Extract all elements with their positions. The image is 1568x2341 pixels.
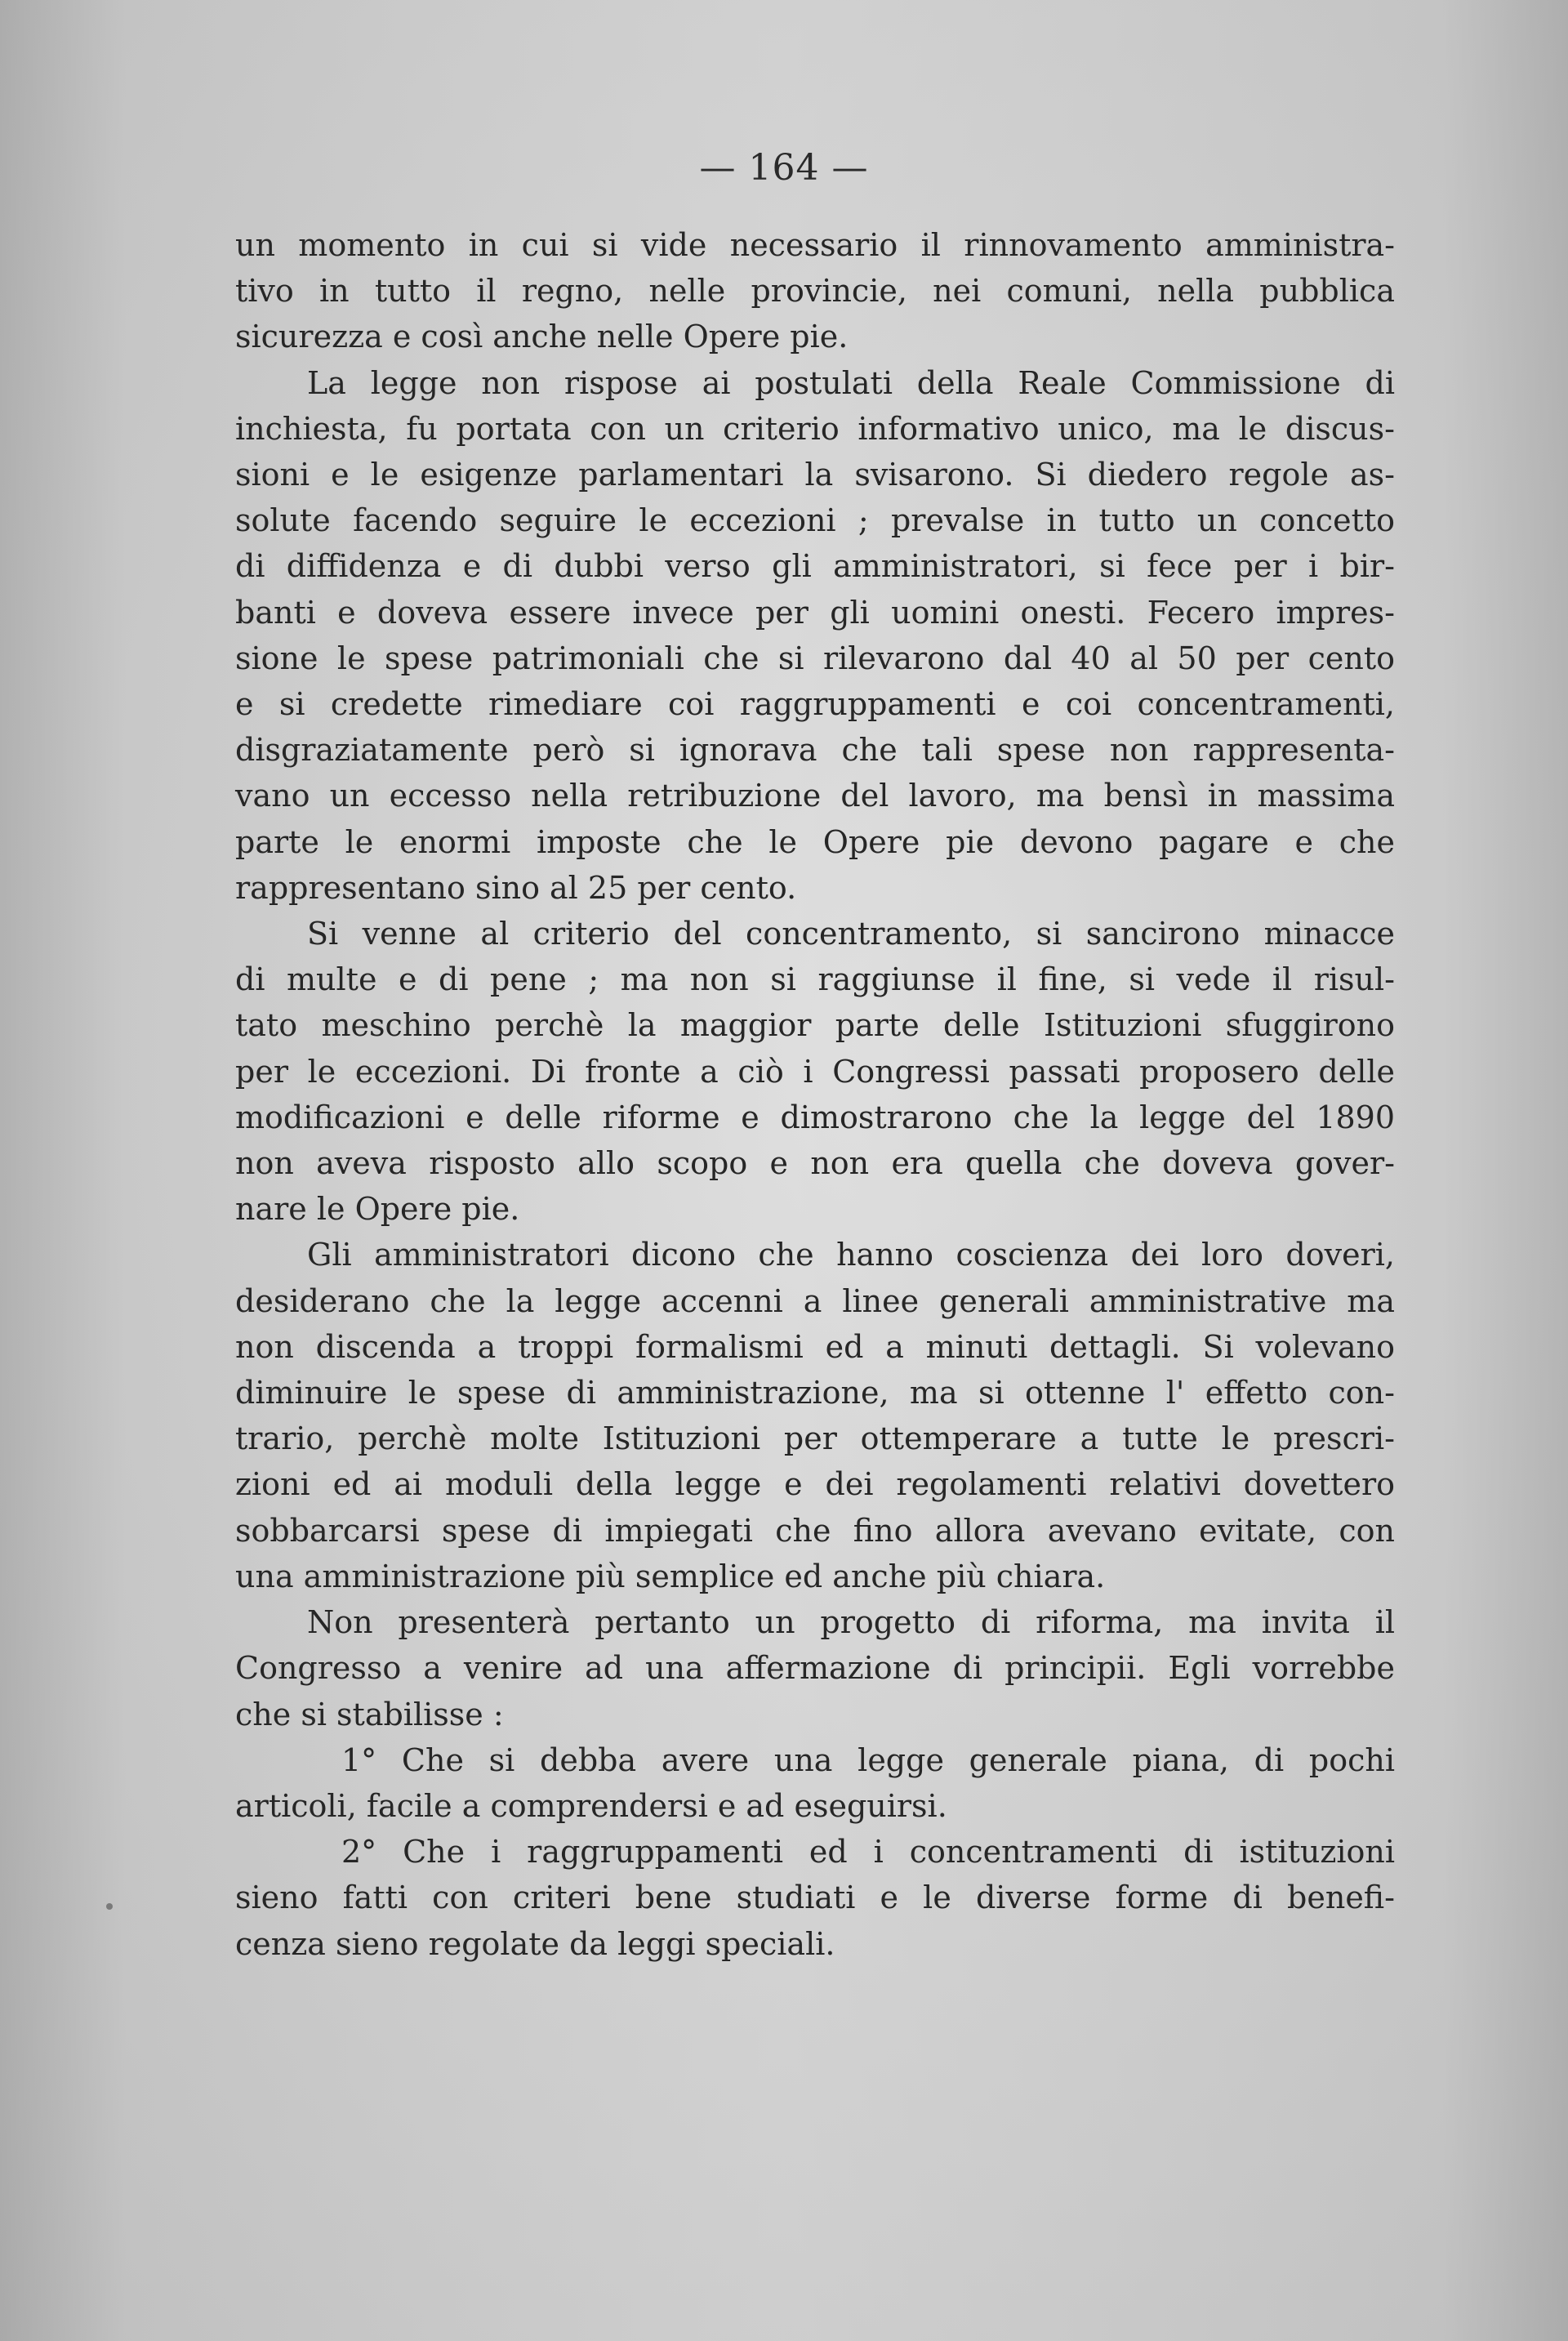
text-line: di multe e di pene ; ma non si raggiunse il fine, si vede il risul-: [235, 961, 1395, 998]
text-line: sicurezza e così anche nelle Opere pie.: [235, 319, 849, 355]
text-line: di diffidenza e di dubbi verso gli amministratori, si fece per i bir-: [235, 548, 1395, 585]
text-line: articoli, facile a comprendersi e ad eseguirsi.: [235, 1787, 947, 1824]
text-line: sobbarcarsi spese di impiegati che fino allora avevano evitate, con: [235, 1512, 1395, 1549]
text-line: banti e doveva essere invece per gli uomini onesti. Fecero impres-: [235, 594, 1395, 631]
text-line: 2° Che i raggruppamenti ed i concentramenti di istituzioni: [341, 1834, 1395, 1871]
text-line: solute facendo seguire le eccezioni ; prevalse in tutto un concetto: [235, 502, 1395, 539]
text-line: modificazioni e delle riforme e dimostrarono che la legge del 1890: [235, 1099, 1395, 1135]
text-line: rappresentano sino al 25 per cento.: [235, 869, 797, 906]
text-line: Non presenterà pertanto un progetto di riforma, ma invita il: [307, 1604, 1395, 1641]
text-line: trario, perchè molte Istituzioni per ottemperare a tutte le prescri-: [235, 1420, 1395, 1457]
text-line: parte le enormi imposte che le Opere pie devono pagare e che: [235, 823, 1395, 860]
body-text: [235, 222, 1395, 1967]
text-line: Congresso a venire ad una affermazione di principii. Egli vorrebbe: [235, 1650, 1395, 1687]
text-line: sioni e le esigenze parlamentari la svisarono. Si diedero regole as-: [235, 457, 1395, 493]
text-line: per le eccezioni. Di fronte a ciò i Congressi passati proposero delle: [235, 1053, 1395, 1090]
text-line: 1° Che si debba avere una legge generale piana, di pochi: [341, 1741, 1395, 1778]
ink-speck: [106, 1903, 113, 1910]
text-line: sieno fatti con criteri bene studiati e le diverse forme di benefi-: [235, 1879, 1395, 1916]
text-line: non aveva risposto allo scopo e non era quella che doveva gover-: [235, 1145, 1395, 1182]
text-line: un momento in cui si vide necessario il rinnovamento amministra-: [235, 227, 1395, 263]
text-line: desiderano che la legge accenni a linee generali amministrative ma: [235, 1282, 1395, 1319]
text-line: vano un eccesso nella retribuzione del lavoro, ma bensì in massima: [235, 778, 1395, 814]
text-line: Si venne al criterio del concentramento, si sancirono minacce: [307, 916, 1395, 952]
text-line: inchiesta, fu portata con un criterio informativo unico, ma le discus-: [235, 410, 1395, 447]
text-line: La legge non rispose ai postulati della Reale Commissione di: [307, 364, 1395, 401]
text-line: tivo in tutto il regno, nelle provincie, nei comuni, nella pubblica: [235, 273, 1395, 310]
text-line: diminuire le spese di amministrazione, ma si ottenne l' effetto con-: [235, 1375, 1395, 1411]
text-line: zioni ed ai moduli della legge e dei regolamenti relativi dovettero: [235, 1466, 1395, 1503]
text-line: Gli amministratori dicono che hanno coscienza dei loro doveri,: [307, 1237, 1395, 1273]
text-line: non discenda a troppi formalismi ed a minuti dettagli. Si volevano: [235, 1328, 1395, 1365]
text-line: che si stabilisse :: [235, 1696, 504, 1732]
text-line: tato meschino perchè la maggior parte delle Istituzioni sfuggirono: [235, 1007, 1395, 1044]
text-line: nare le Opere pie.: [235, 1191, 520, 1228]
page-number: — 164 —: [699, 147, 869, 189]
text-line: una amministrazione più semplice ed anche più chiara.: [235, 1558, 1106, 1594]
text-line: sione le spese patrimoniali che si rilevarono dal 40 al 50 per cento: [235, 640, 1395, 676]
text-line: e si credette rimediare coi raggruppamenti e coi concentramenti,: [235, 686, 1395, 723]
text-line: disgraziatamente però si ignorava che tali spese non rappresenta-: [235, 732, 1395, 769]
text-line: cenza sieno regolate da leggi speciali.: [235, 1925, 835, 1962]
